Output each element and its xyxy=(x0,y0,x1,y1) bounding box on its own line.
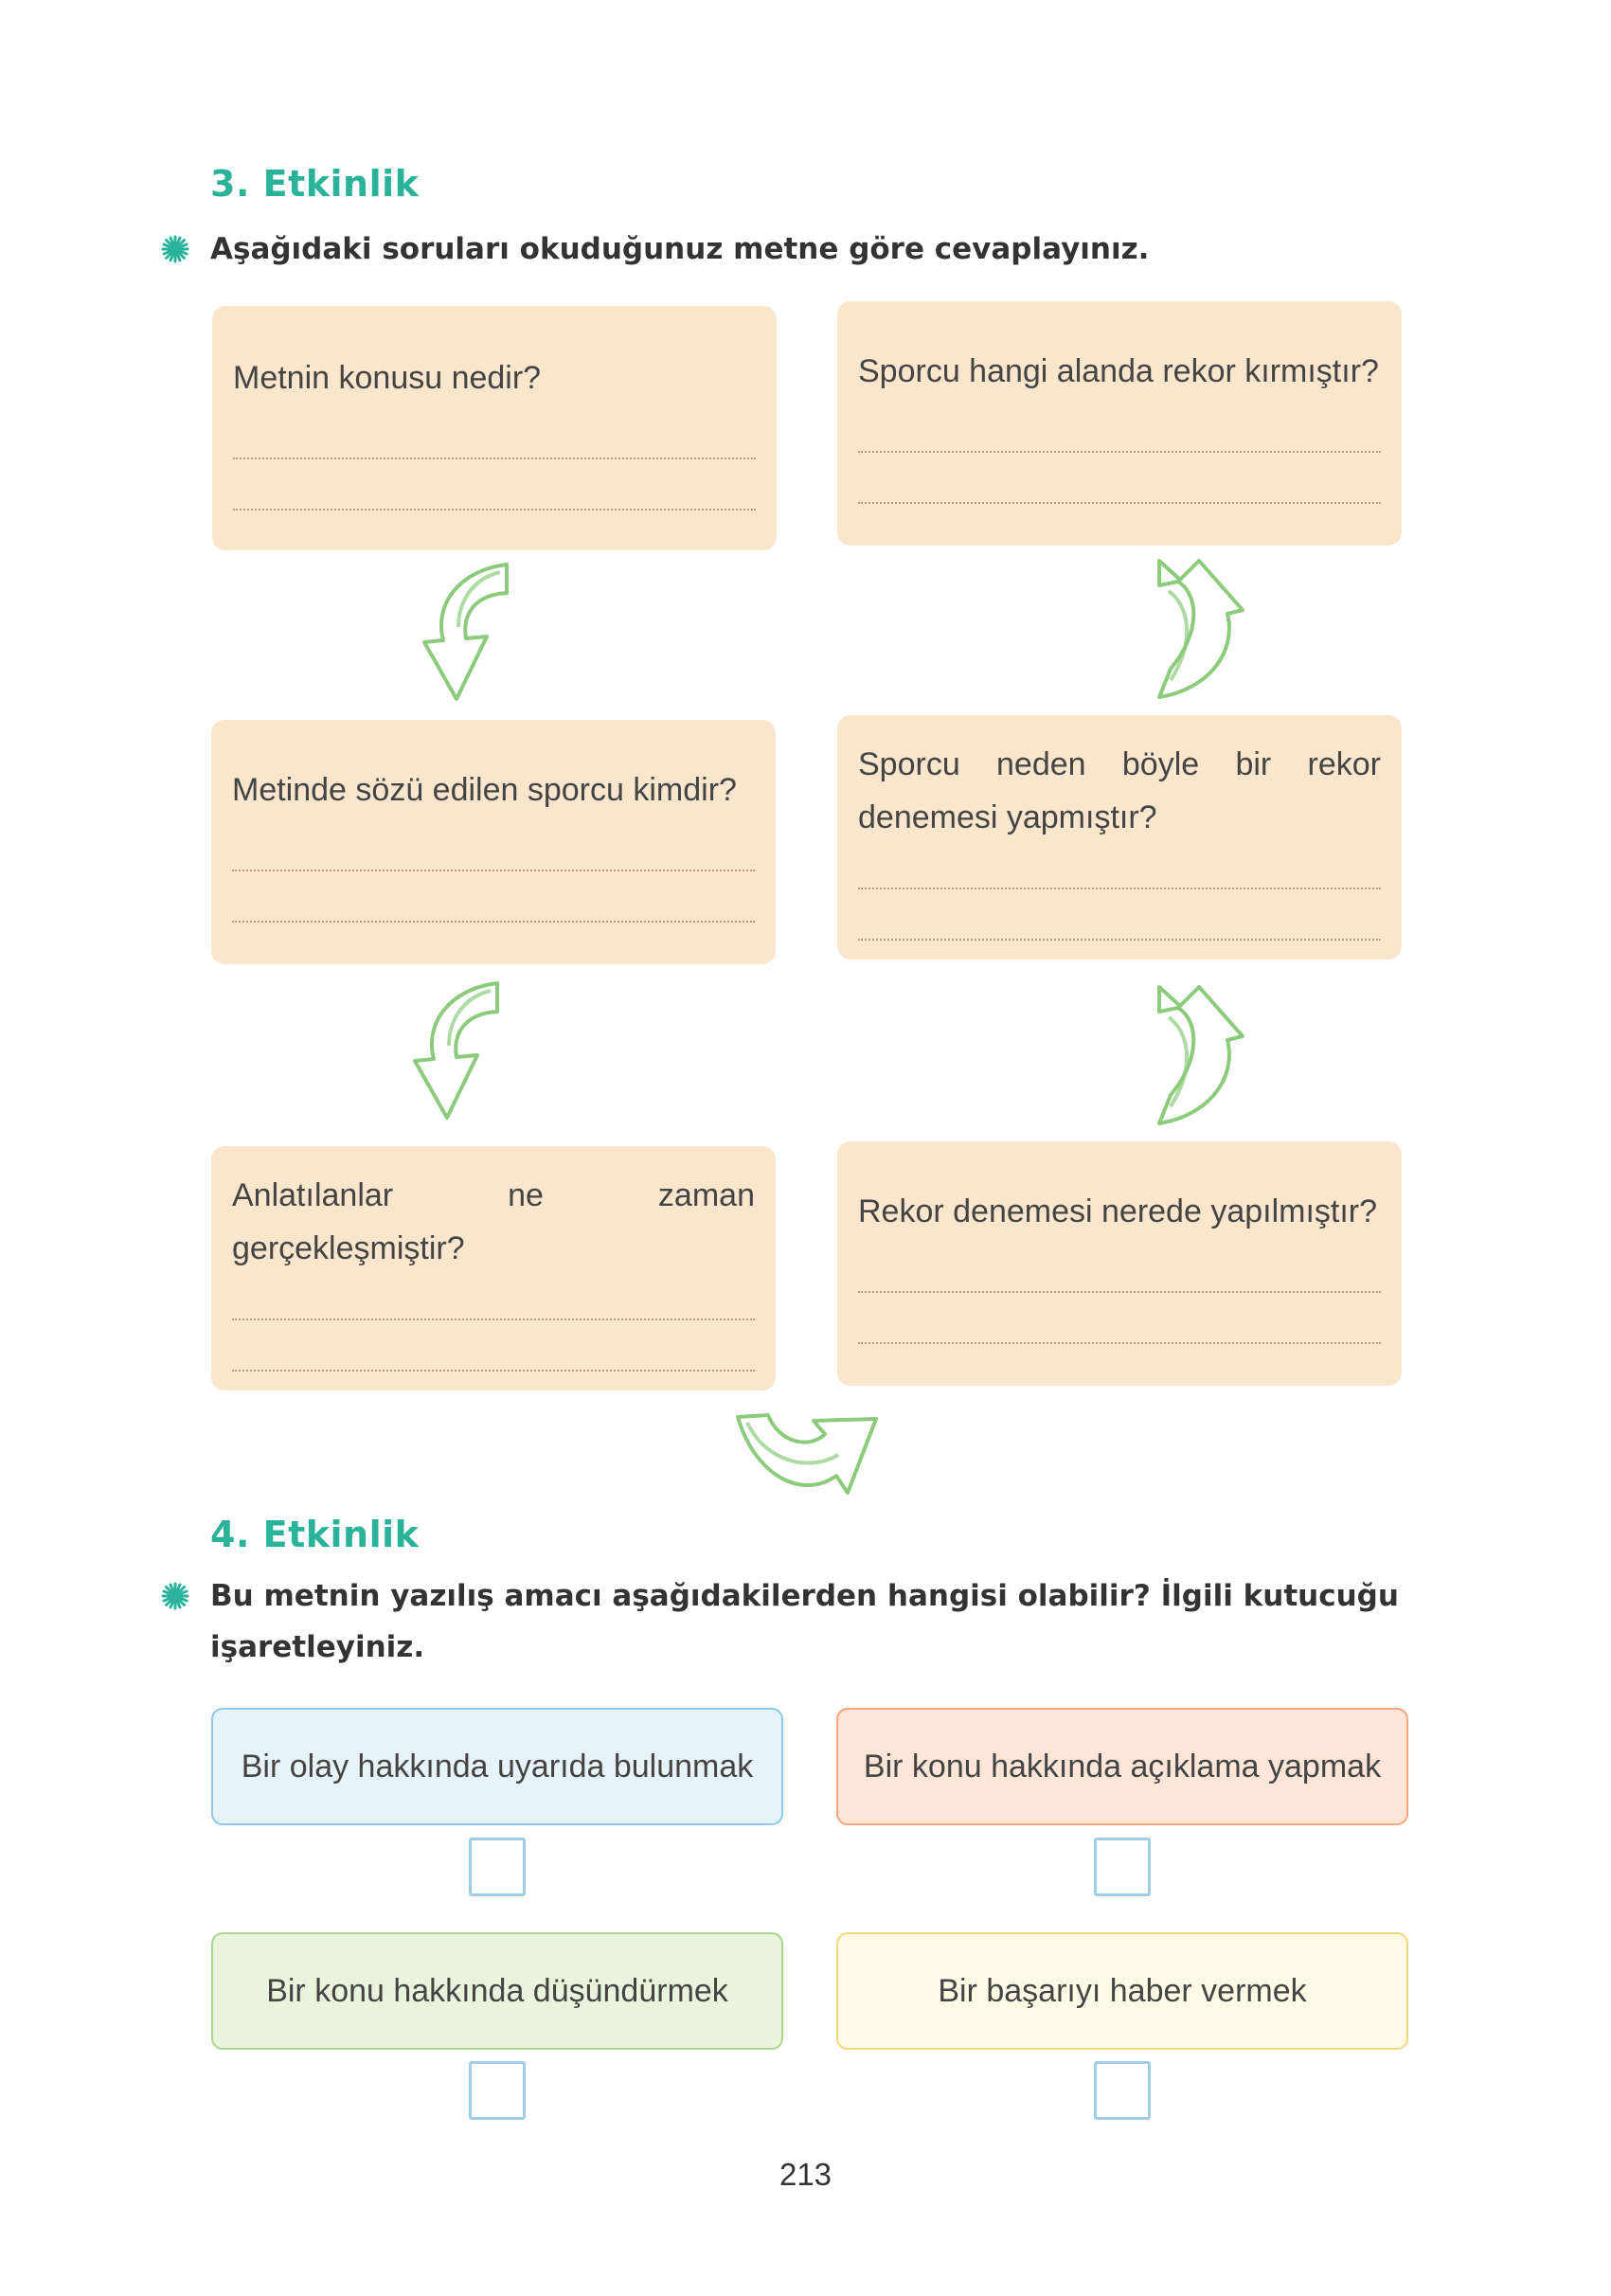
question-box-where xyxy=(837,1141,1402,1386)
checkbox-thinking[interactable] xyxy=(469,2061,526,2120)
answer-line[interactable] xyxy=(233,457,756,459)
question-box-athlete xyxy=(211,720,776,964)
answer-line[interactable] xyxy=(858,451,1381,453)
activity3-heading: 3. Etkinlik xyxy=(210,163,420,205)
question-box-when xyxy=(211,1146,776,1390)
question-text: Rekor denemesi nerede yapılmıştır? xyxy=(858,1193,1378,1229)
checkbox-warning[interactable] xyxy=(469,1838,526,1896)
answer-line[interactable] xyxy=(858,939,1381,941)
answer-line[interactable] xyxy=(232,1318,755,1320)
option-warning: Bir olay hakkında uyarıda bulunmak xyxy=(211,1708,783,1825)
activity4-heading: 4. Etkinlik xyxy=(210,1514,420,1555)
star-bullet-icon xyxy=(161,224,210,279)
checkbox-explanation[interactable] xyxy=(1094,1838,1151,1896)
question-text: Sporcu hangi alanda rekor kırmıştır? xyxy=(858,353,1379,389)
question-text: Sporcu neden böyle bir rekor denemesi yapmıştır? xyxy=(858,746,1381,835)
question-text: Anlatılanlar ne zaman gerçekleşmiştir? xyxy=(232,1177,755,1266)
answer-line[interactable] xyxy=(233,509,756,511)
question-text: Metinde sözü edilen sporcu kimdir? xyxy=(232,772,737,808)
question-text: Metnin konusu nedir? xyxy=(233,360,542,396)
option-thinking: Bir konu hakkında düşündürmek xyxy=(211,1932,783,2050)
activity3-instruction: Aşağıdaki soruları okuduğunuz metne göre cevaplayınız. xyxy=(161,224,1421,279)
option-news: Bir başarıyı haber vermek xyxy=(836,1932,1408,2050)
curved-arrow-icon xyxy=(407,976,511,1122)
page-number: 213 xyxy=(779,2157,832,2192)
activity4-instruction: Bu metnin yazılış amacı aşağıdakilerden hangisi olabilir? İlgili kutucuğu işaretleyiniz. xyxy=(161,1570,1421,1673)
curved-arrow-icon xyxy=(1142,557,1246,704)
checkbox-news[interactable] xyxy=(1094,2061,1151,2120)
answer-line[interactable] xyxy=(232,921,755,923)
curved-arrow-icon xyxy=(734,1409,886,1499)
option-explanation: Bir konu hakkında açıklama yapmak xyxy=(836,1708,1408,1825)
answer-line[interactable] xyxy=(232,870,755,871)
star-bullet-icon xyxy=(161,1570,210,1626)
answer-line[interactable] xyxy=(858,1342,1381,1344)
answer-line[interactable] xyxy=(232,1370,755,1372)
question-box-reason xyxy=(837,715,1402,960)
question-box-topic xyxy=(212,306,777,550)
curved-arrow-icon xyxy=(417,557,521,704)
curved-arrow-icon xyxy=(1142,983,1246,1130)
answer-line[interactable] xyxy=(858,888,1381,889)
answer-line[interactable] xyxy=(858,502,1381,504)
answer-line[interactable] xyxy=(858,1291,1381,1293)
question-box-record-field xyxy=(837,301,1402,546)
